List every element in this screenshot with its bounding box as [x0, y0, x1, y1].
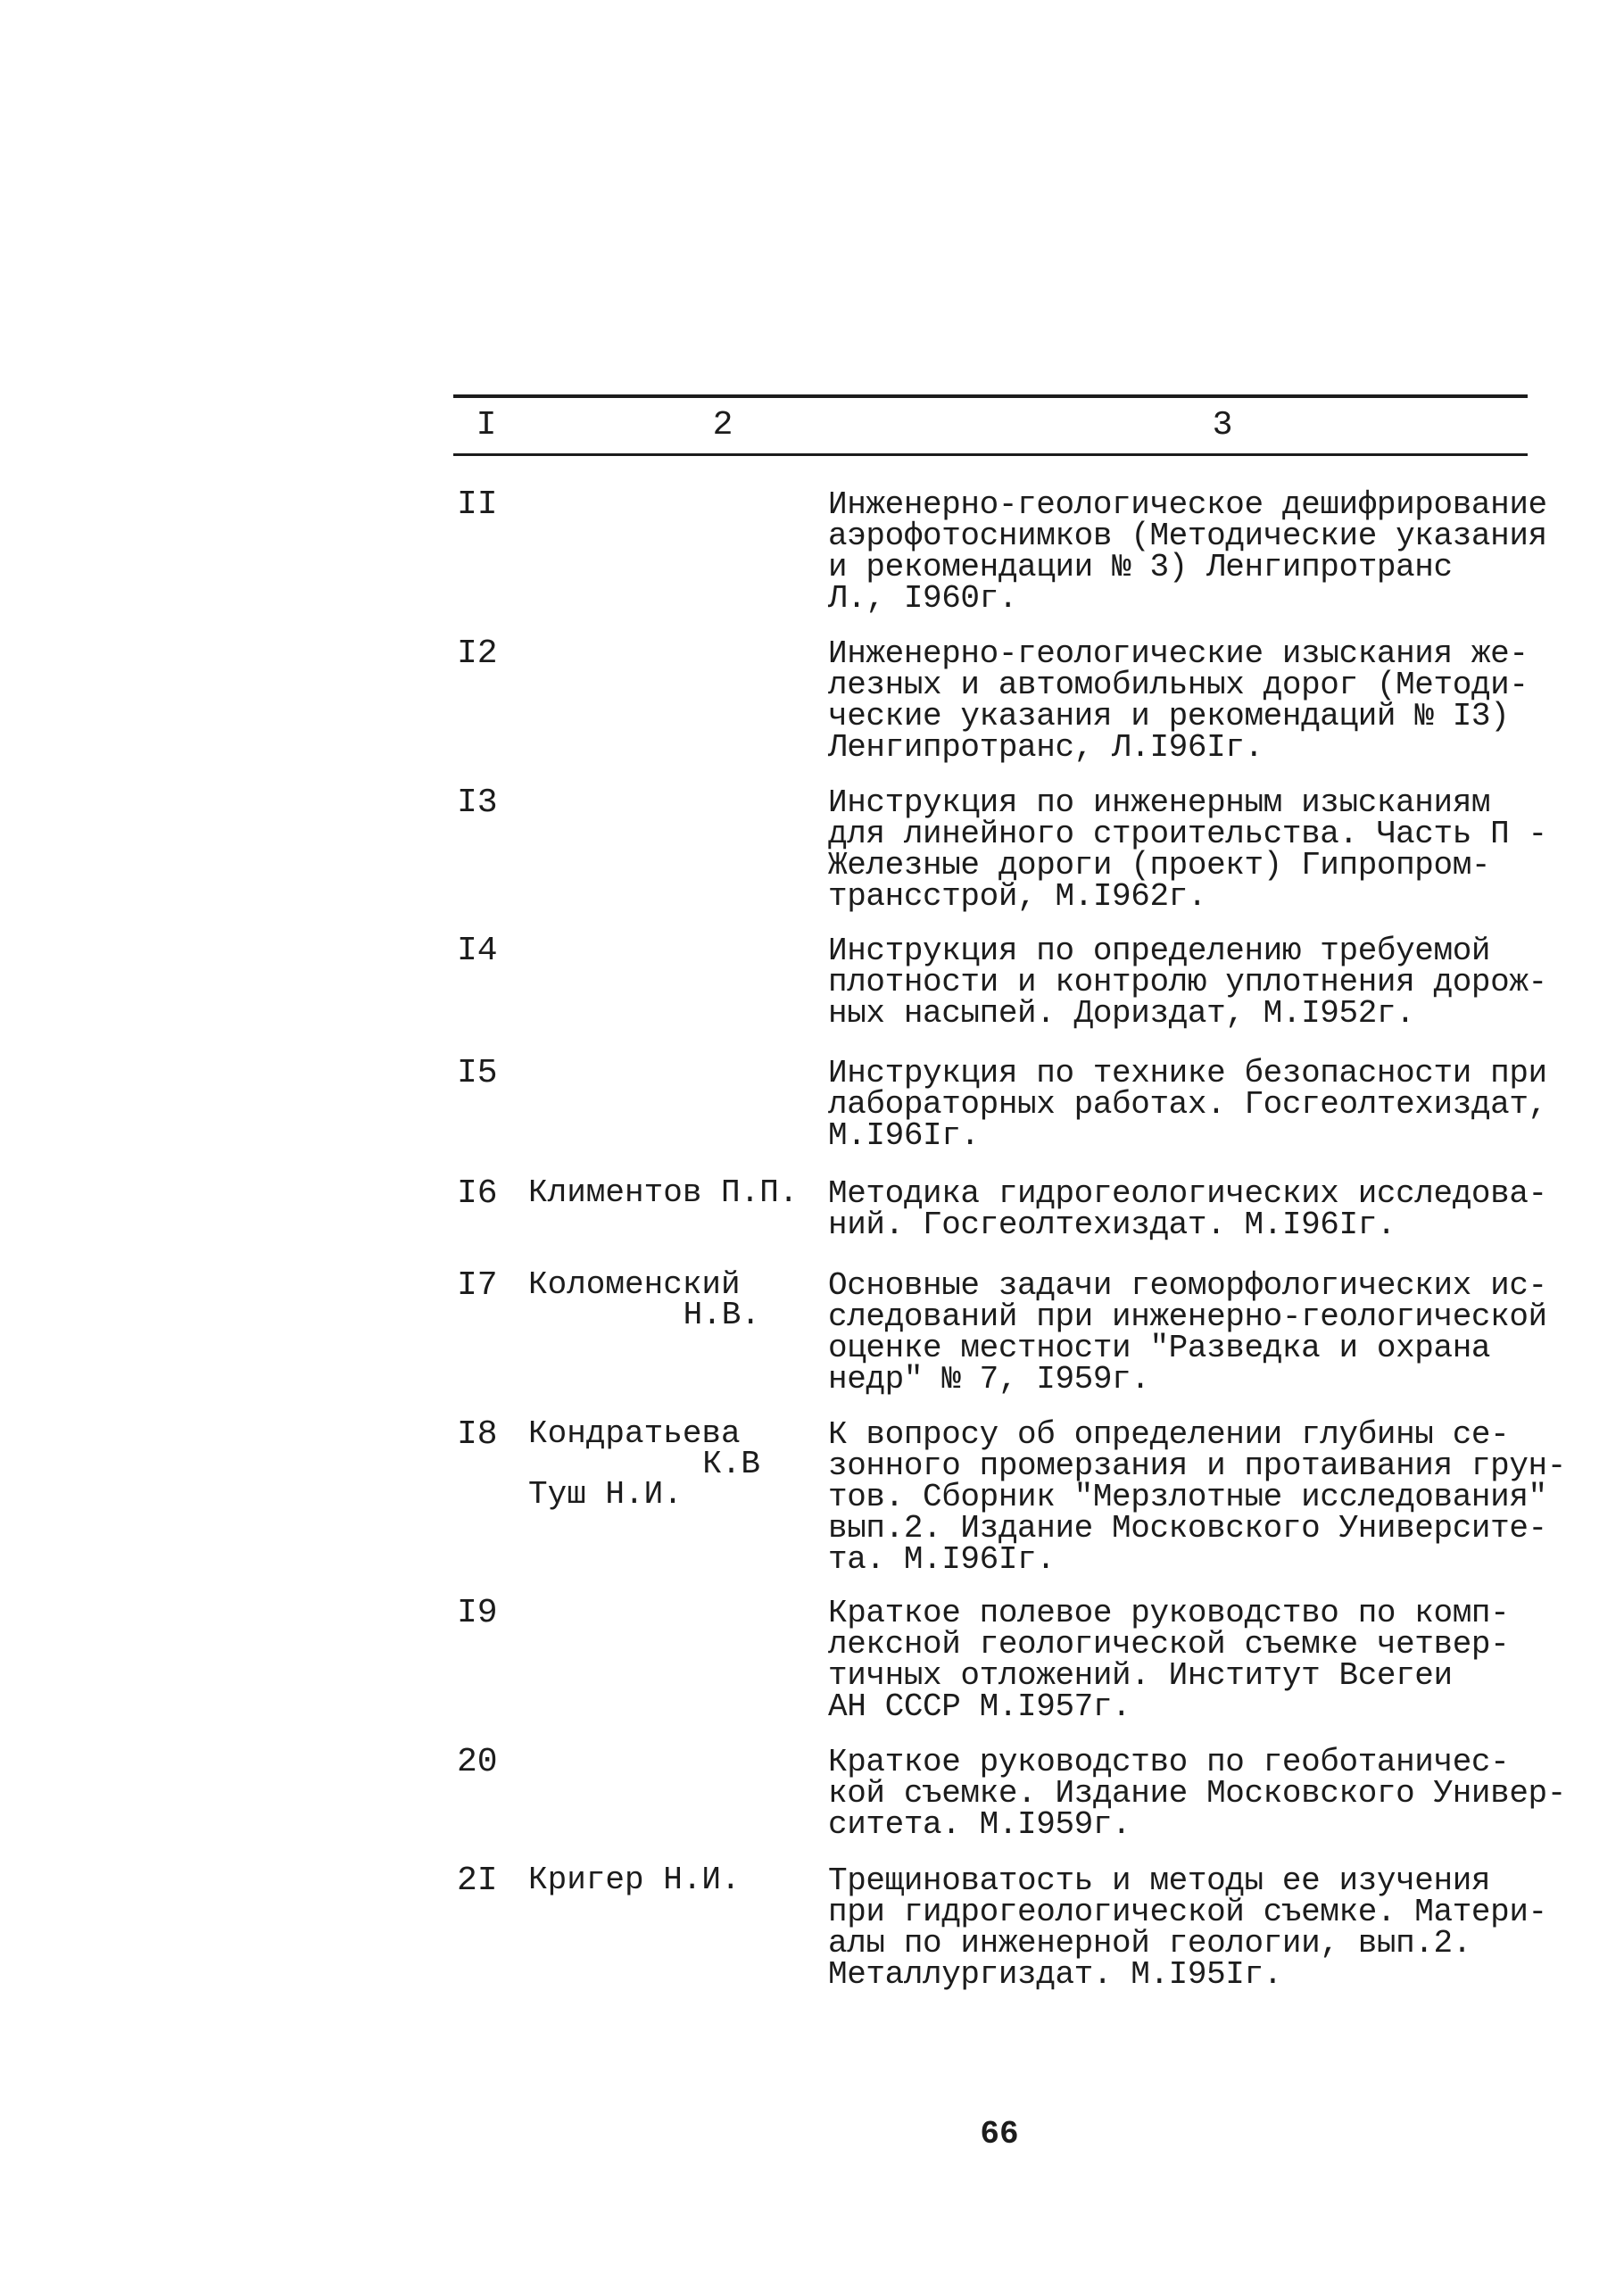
entry-title — [828, 1267, 1547, 1398]
entry-title — [828, 1744, 1566, 1843]
title-line: Ленгипротранс, Л.I96Iг. — [828, 729, 1264, 766]
entry-title — [828, 1595, 1533, 1725]
author-line: Кригер Н.И. — [528, 1862, 741, 1898]
title-line: и рекомендации № 3) Ленгипротранс — [828, 549, 1453, 585]
entry-number: I5 — [457, 1054, 498, 1092]
author-line: Туш Н.И. — [528, 1476, 683, 1513]
title-line: Инструкция по технике безопасности при — [828, 1055, 1547, 1091]
title-line: трансстрой, М.I962г. — [828, 878, 1207, 915]
entry-author — [528, 1174, 799, 1211]
entry-number: I4 — [457, 932, 498, 970]
entry-number: I2 — [457, 635, 498, 673]
table-header-rule — [453, 453, 1528, 456]
title-line: следований при инженерно-геологической — [828, 1298, 1547, 1335]
title-line: Трещиноватость и методы ее изучения — [828, 1862, 1491, 1899]
author-line: Кондратьева — [528, 1415, 741, 1452]
title-line: лезных и автомобильных дорог (Методи- — [828, 667, 1529, 703]
title-line: недр" № 7, I959г. — [828, 1361, 1150, 1398]
author-line: Климентов П.П. — [528, 1174, 799, 1211]
title-line: Методика гидрогеологических исследова- — [828, 1175, 1547, 1212]
title-line: АН СССР М.I957г. — [828, 1688, 1131, 1725]
title-line: ситета. М.I959г. — [828, 1806, 1131, 1843]
title-line: Инженерно-геологическое дешифрирование — [828, 486, 1547, 523]
entry-title — [828, 1416, 1566, 1578]
title-line: вып.2. Издание Московского Университе- — [828, 1510, 1547, 1547]
title-line: тов. Сборник "Мерзлотные исследования" — [828, 1479, 1547, 1515]
title-line: Краткое руководство по геоботаничес- — [828, 1744, 1510, 1780]
title-line: при гидрогеологической съемке. Матери- — [828, 1894, 1547, 1930]
column-header-1: I — [476, 406, 497, 444]
entry-author — [528, 1415, 796, 1513]
entry-title — [828, 486, 1547, 617]
entry-number: 20 — [457, 1743, 498, 1781]
author-line: Н.В. — [683, 1297, 760, 1333]
page-number: 66 — [980, 2116, 1019, 2152]
title-line: Железные дороги (проект) Гипропром- — [828, 847, 1491, 883]
title-line: кой съемке. Издание Московского Универ- — [828, 1775, 1566, 1812]
entry-title — [828, 635, 1533, 766]
title-line: та. М.I96Iг. — [828, 1541, 1056, 1578]
entry-author — [528, 1862, 796, 1898]
title-line: лабораторных работах. Госгеолтехиздат, — [828, 1086, 1547, 1123]
entry-title — [828, 933, 1547, 1032]
title-line: зонного промерзания и протаивания грун- — [828, 1447, 1566, 1484]
title-line: аэрофотоснимков (Методические указания — [828, 518, 1547, 554]
entry-author — [528, 1266, 796, 1333]
entry-number: I6 — [457, 1174, 498, 1213]
entry-number: I7 — [457, 1266, 498, 1305]
author-line: Коломенский — [528, 1266, 741, 1303]
title-line: Краткое полевое руководство по комп- — [828, 1595, 1510, 1631]
entry-number: 2I — [457, 1862, 498, 1900]
entry-title — [828, 1055, 1547, 1154]
title-line: лексной геологической съемке четвер- — [828, 1626, 1510, 1663]
title-line: ний. Госгеолтехиздат. М.I96Iг. — [828, 1207, 1396, 1243]
title-line: Металлургиздат. М.I95Iг. — [828, 1956, 1282, 1993]
entry-number: I8 — [457, 1415, 498, 1454]
title-line: алы по инженерной геологии, вып.2. — [828, 1925, 1471, 1962]
title-line: Инструкция по инженерным изысканиям — [828, 784, 1491, 821]
title-line: ных насыпей. Дориздат, М.I952г. — [828, 995, 1415, 1032]
title-line: Основные задачи геоморфологических ис- — [828, 1267, 1547, 1304]
entry-number: II — [457, 485, 498, 524]
author-line: К.В — [702, 1446, 760, 1482]
entry-title — [828, 1175, 1547, 1243]
title-line: для линейного строительства. Часть П - — [828, 816, 1547, 852]
table-top-rule — [453, 394, 1528, 398]
entry-title — [828, 1862, 1547, 1993]
title-line: плотности и контролю уплотнения дорож- — [828, 964, 1547, 1000]
title-line: Л., I960г. — [828, 580, 1018, 617]
title-line: ческие указания и рекомендаций № I3) — [828, 698, 1510, 734]
title-line: М.I96Iг. — [828, 1117, 980, 1154]
column-header-2: 2 — [712, 406, 733, 444]
title-line: К вопросу об определении глубины се- — [828, 1416, 1510, 1453]
title-line: оценке местности "Разведка и охрана — [828, 1330, 1491, 1366]
entry-number: I3 — [457, 784, 498, 822]
entry-number: I9 — [457, 1594, 498, 1632]
column-header-3: 3 — [1212, 406, 1233, 444]
entry-title — [828, 784, 1547, 915]
title-line: Инженерно-геологические изыскания же- — [828, 635, 1529, 672]
title-line: Инструкция по определению требуемой — [828, 933, 1491, 969]
title-line: тичных отложений. Институт Всегеи — [828, 1657, 1453, 1694]
